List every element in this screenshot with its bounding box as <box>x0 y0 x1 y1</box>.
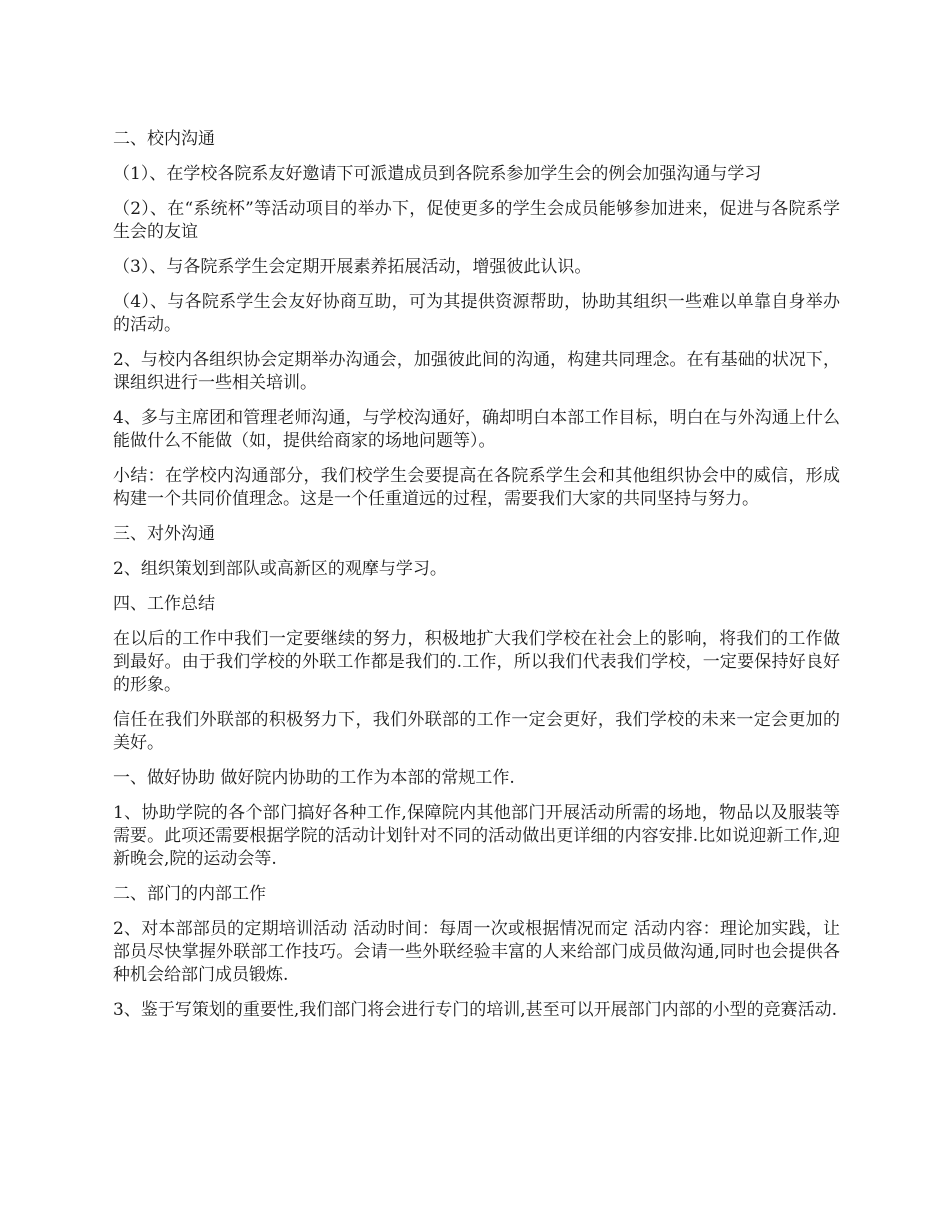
paragraph-item-3: （3）、与各院系学生会定期开展素养拓展活动，增强彼此认识。 <box>113 257 592 277</box>
heading-campus-communication: 二、校内沟通 <box>113 129 215 149</box>
paragraph-item-4: （4）、与各院系学生会友好协商互助，可为其提供资源帮助，协助其组织一些难以单靠自身举办的活动。 <box>113 292 840 335</box>
paragraph-future-work: 在以后的工作中我们一定要继续的努力，积极地扩大我们学校在社会上的影响，将我们的工作做到最好。由于我们学校的外联工作都是我们的.工作，所以我们代表我们学校，一定要保持好良好的形象。 <box>113 629 840 695</box>
paragraph-org-meetings: 2、与校内各组织协会定期举办沟通会，加强彼此间的沟通，构建共同理念。在有基础的状况下，课组织进行一些相关培训。 <box>113 350 840 393</box>
paragraph-item-2: （2）、在“系统杯”等活动项目的举办下，促使更多的学生会成员能够参加进来，促进与各院系学生会的友谊 <box>113 199 840 242</box>
paragraph-training: 2、对本部部员的定期培训活动 活动时间：每周一次或根据情况而定 活动内容：理论加实践，让部员尽快掌握外联部工作技巧。会请一些外联经验丰富的人来给部门成员做沟通,同时也会提供各种机会给部门成员锻炼. <box>113 919 840 985</box>
paragraph-belief: 信任在我们外联部的积极努力下，我们外联部的工作一定会更好，我们学校的未来一定会更加的美好。 <box>113 710 840 753</box>
paragraph-planning-training: 3、鉴于写策划的重要性,我们部门将会进行专门的培训,甚至可以开展部门内部的小型的竞赛活动. <box>113 1000 838 1020</box>
paragraph-summary: 小结：在学校内沟通部分，我们校学生会要提高在各院系学生会和其他组织协会中的威信，形成构建一个共同价值理念。这是一个任重道远的过程，需要我们大家的共同坚持与努力。 <box>113 466 840 509</box>
paragraph-visit-study: 2、组织策划到部队或高新区的观摩与学习。 <box>113 559 447 579</box>
heading-work-summary: 四、工作总结 <box>113 594 215 614</box>
heading-internal-work: 二、部门的内部工作 <box>113 884 266 904</box>
paragraph-item-1: （1）、在学校各院系友好邀请下可派遣成员到各院系参加学生会的例会加强沟通与学习 <box>113 164 762 184</box>
paragraph-teacher-communication: 4、多与主席团和管理老师沟通，与学校沟通好，确却明白本部工作目标，明白在与外沟通上什么能做什么不能做（如，提供给商家的场地问题等）。 <box>113 408 840 451</box>
heading-assist: 一、做好协助 做好院内协助的工作为本部的常规工作. <box>113 768 515 788</box>
paragraph-assist-departments: 1、协助学院的各个部门搞好各种工作,保障院内其他部门开展活动所需的场地，物品以及服装等需要。此项还需要根据学院的活动计划针对不同的活动做出更详细的内容安排.比如说迎新工作,迎新晚会,院的运动会等. <box>113 803 840 869</box>
heading-external-communication: 三、对外沟通 <box>113 524 215 544</box>
